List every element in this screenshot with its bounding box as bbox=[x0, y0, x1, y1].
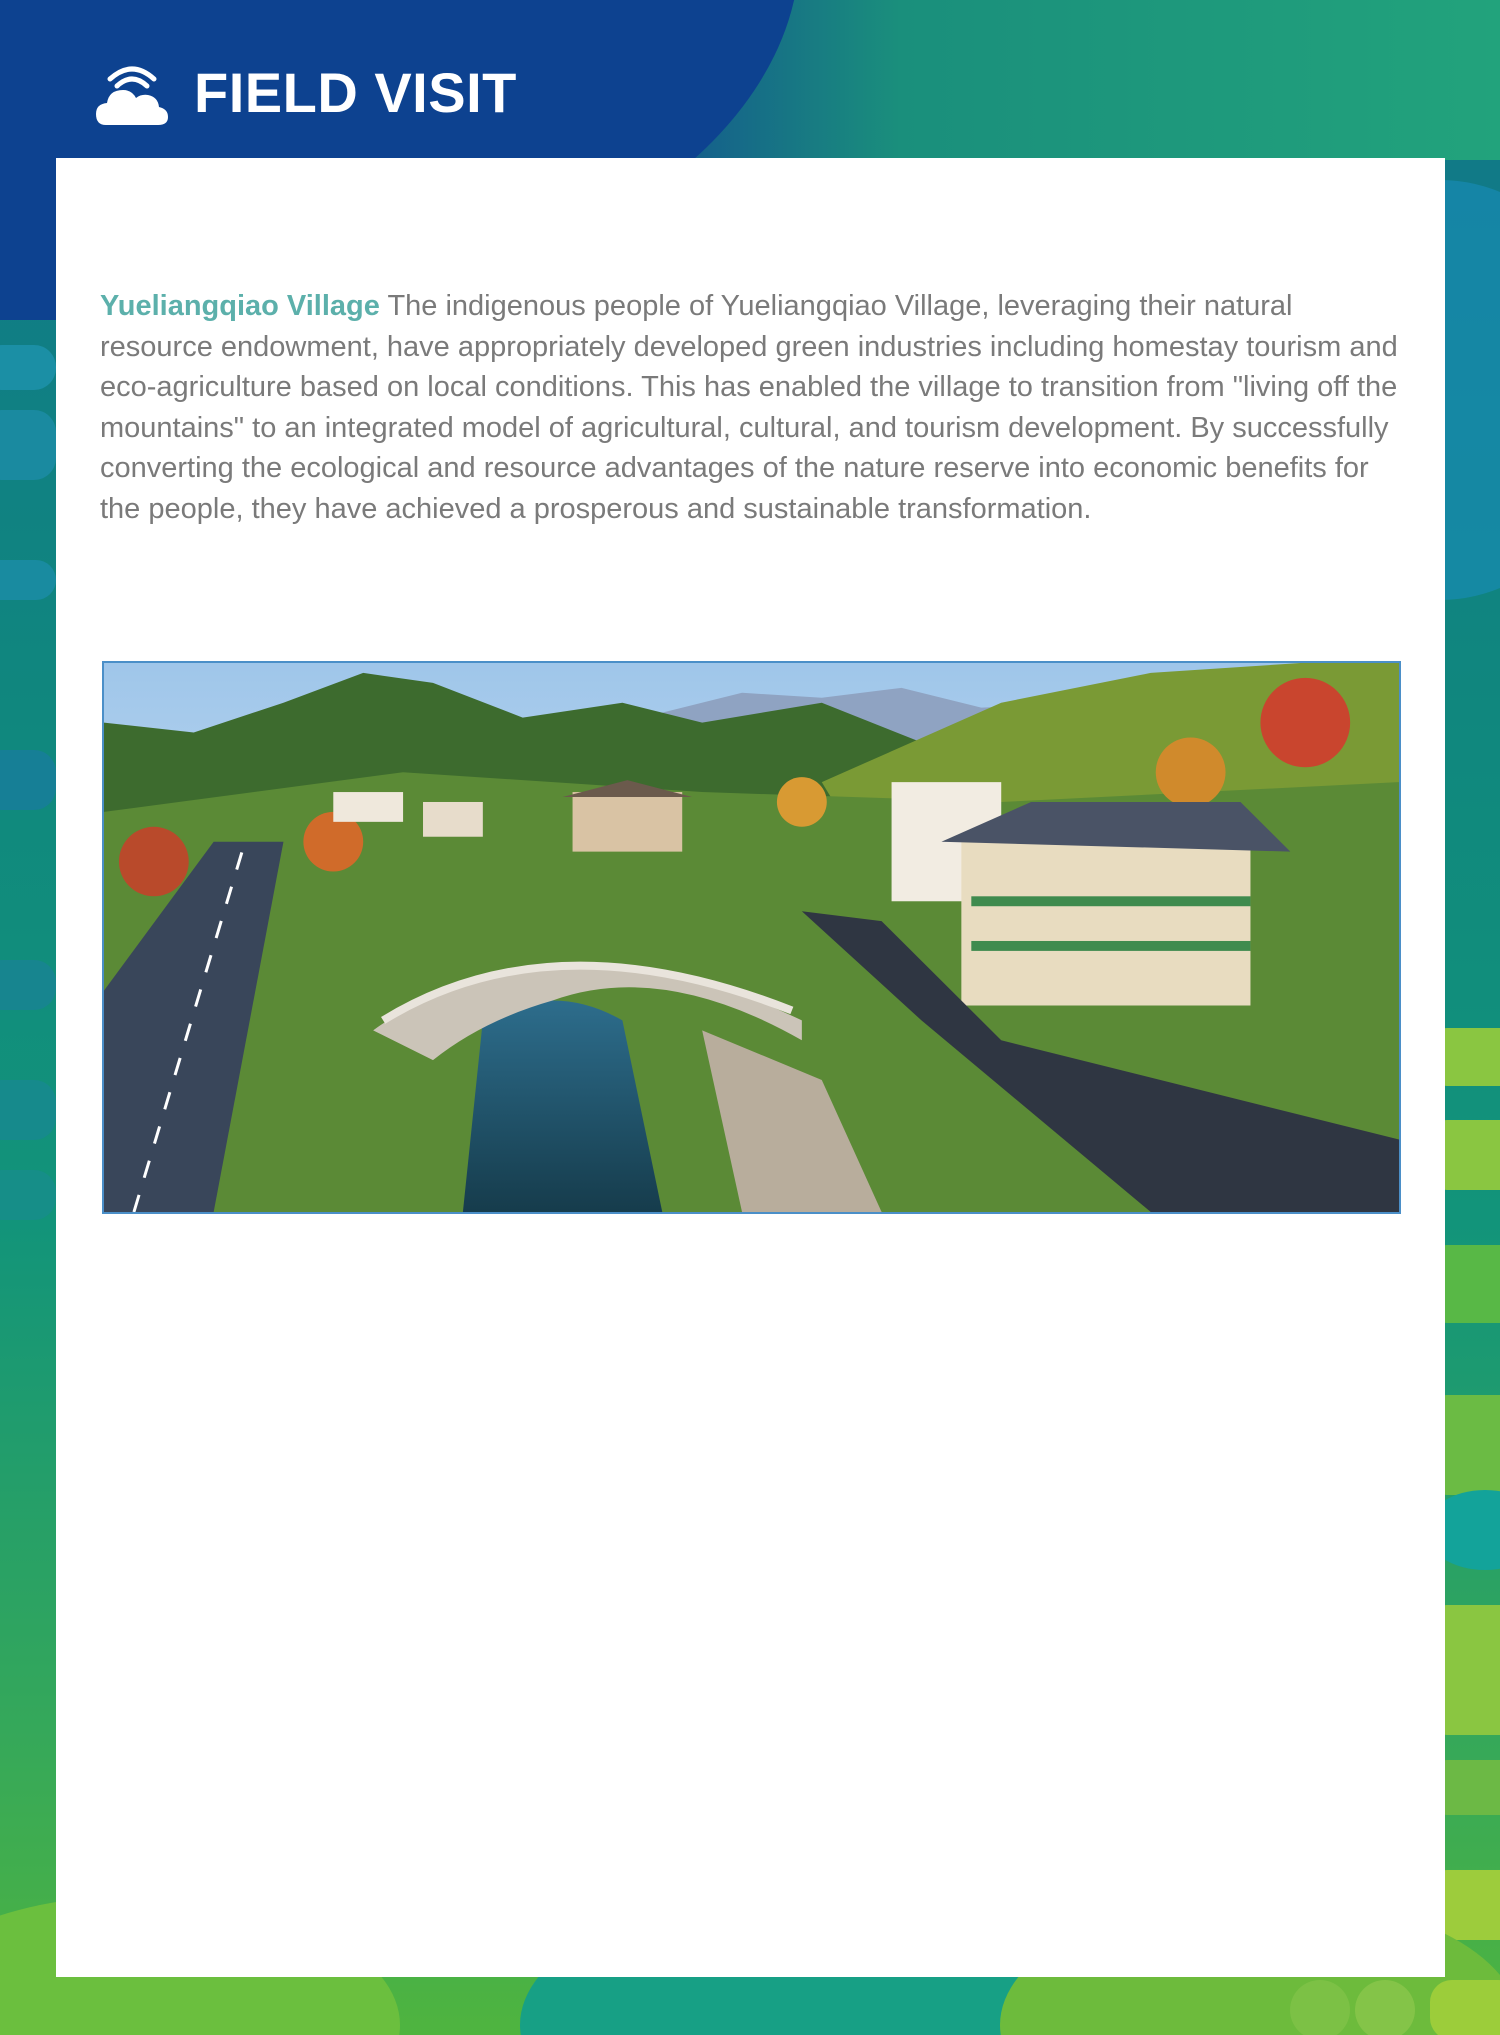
homestay-building bbox=[961, 837, 1250, 1006]
village-name: Yueliangqiao Village bbox=[100, 290, 380, 322]
decor-bar bbox=[0, 960, 56, 1010]
autumn-trees bbox=[1260, 678, 1350, 767]
autumn-trees bbox=[119, 827, 189, 896]
decor-bar bbox=[0, 750, 56, 810]
cloud-wifi-icon bbox=[96, 57, 168, 129]
house bbox=[333, 792, 403, 822]
page-header bbox=[96, 55, 517, 130]
village-landscape-illustration bbox=[104, 663, 1399, 1212]
content-card bbox=[56, 158, 1445, 1977]
autumn-trees bbox=[1156, 737, 1226, 806]
decor-bar bbox=[0, 1080, 56, 1140]
village-photo bbox=[102, 661, 1401, 1214]
intro-body: The indigenous people of Yueliangqiao Village, leveraging their natural resource endowment, have appropriately developed green industries including homestay tourism and eco-agriculture based on local conditions. This has enabled the village to transition from "living off the mountains" to an integrated model of agricultural, cultural, and tourism development. By successfully converting the ecological and resource advantages of the nature reserve into economic benefits for the people, they have achieved a prosperous and sustainable transformation. bbox=[100, 290, 1398, 525]
decor-bar bbox=[0, 1170, 56, 1220]
house bbox=[573, 792, 683, 852]
decor-dot bbox=[1290, 1980, 1350, 2035]
decor-bar bbox=[0, 410, 56, 480]
balcony bbox=[971, 896, 1250, 906]
balcony bbox=[971, 941, 1250, 951]
intro-paragraph bbox=[100, 286, 1400, 529]
page-title: FIELD VISIT bbox=[194, 61, 517, 124]
decor-dot bbox=[1355, 1980, 1415, 2035]
decor-dot bbox=[1430, 1980, 1500, 2035]
decor-bar bbox=[0, 560, 56, 600]
house bbox=[423, 802, 483, 837]
autumn-trees bbox=[777, 777, 827, 827]
decor-bar bbox=[0, 345, 56, 390]
